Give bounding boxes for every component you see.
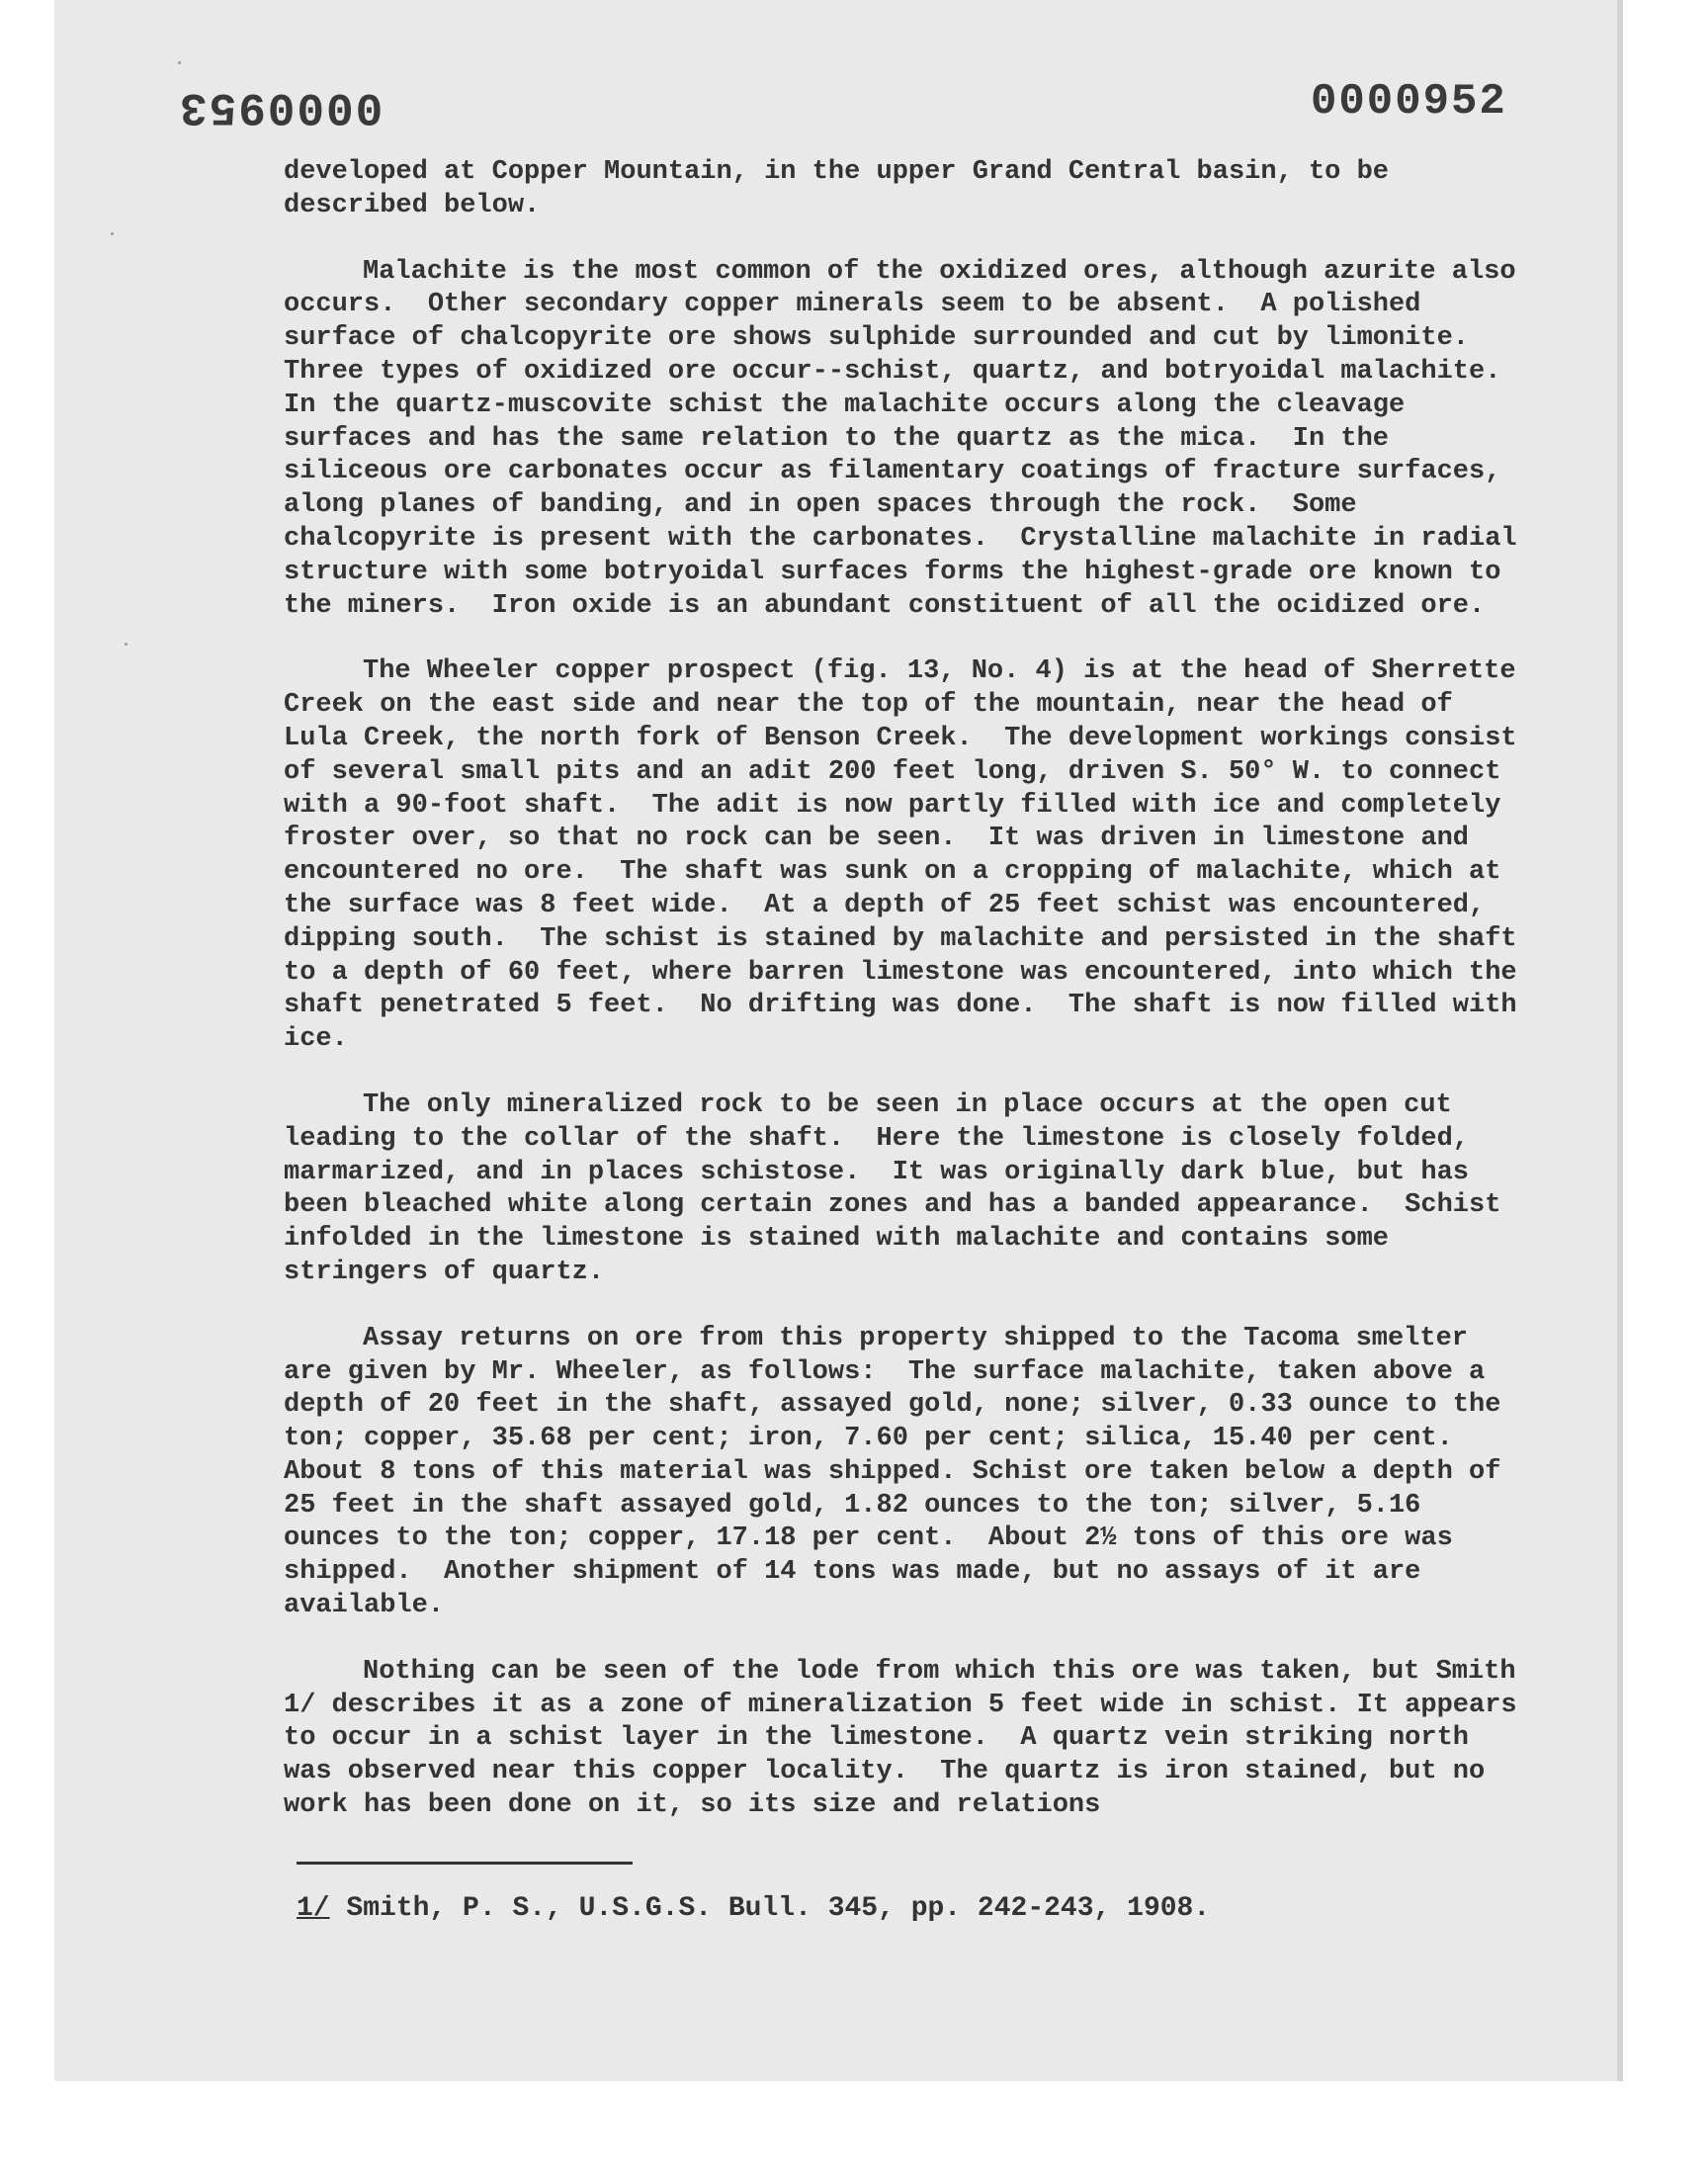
paper-speck <box>111 232 114 235</box>
paper-speck <box>125 643 128 646</box>
paragraph-continuation: developed at Copper Mountain, in the upper Grand Central basin, to be described below. <box>284 157 1406 220</box>
page-edge-shadow <box>1617 0 1623 2081</box>
paragraph-assay-returns: Assay returns on ore from this property shipped to the Tacoma smelter are given by Mr. Wheeler, as follows: The surface malachite, taken above a depth of 20 feet in the shaft, assayed gold, none; silver, 0.33 ounce to the ton; copper, 35.68 per cent; iron, 7.60 per cent; silica, 15.40 per cent. About 8 tons of this material was shipped. Schist ore taken below a depth of 25 feet in the shaft assayed gold, 1.82 ounces to the ton; silver, 5.16 ounces to the ton; copper, 17.18 per cent. About 2½ tons of this ore was shipped. Another shipment of 14 tons was made, but no assays of it are available. <box>284 1323 1517 1621</box>
page-number-mirrored: 0000953 <box>178 81 384 132</box>
footnote-mark: 1/ <box>297 1893 330 1924</box>
paragraph-lode: Nothing can be seen of the lode from which this ore was taken, but Smith 1/ describes it as a zone of mineralization 5 feet wide in schist. It appears to occur in a schist layer in the limestone. A quartz vein striking north was observed near this copper locality. The quartz is iron stained, but no work has been done on it, so its size and relations <box>284 1656 1533 1821</box>
paper-speck <box>178 61 181 64</box>
footnote-divider <box>297 1862 633 1865</box>
paragraph-oxidized-ores: Malachite is the most common of the oxidized ores, although azurite also occurs. Other secondary copper minerals seem to be absent. A polished surface of chalcopyrite ore shows sulphide surrounded and cut by limonite. Three types of oxidized ore occur--schist, quartz, and botryoidal malachite. In the quartz-muscovite schist the malachite occurs along the cleavage surfaces and has the same relation to the quartz as the mica. In the siliceous ore carbonates occur as filamentary coatings of fracture surfaces, along planes of banding, and in open spaces through the rock. Some chalcopyrite is present with the carbonates. Crystalline malachite in radial structure with some botryoidal surfaces forms the highest-grade ore known to the miners. Iron oxide is an abundant constituent of all the ocidized ore. <box>284 256 1533 621</box>
paragraph-wheeler-prospect: The Wheeler copper prospect (fig. 13, No. 4) is at the head of Sherrette Creek on the east side and near the top of the mountain, near the head of Lula Creek, the north fork of Benson Creek. The development workings consist of several small pits and an adit 200 feet long, driven S. 50° W. to connect with a 90-foot shaft. The adit is now partly filled with ice and completely froster over, so that no rock can be seen. It was driven in limestone and encountered no ore. The shaft was sunk on a cropping of malachite, which at the surface was 8 feet wide. At a depth of 25 feet schist was encountered, dipping south. The schist is stained by malachite and persisted in the shaft to a depth of 60 feet, where barren limestone was encountered, into which the shaft penetrated 5 feet. No drifting was done. The shaft is now filled with ice. <box>284 656 1533 1055</box>
document-body <box>284 156 1533 1856</box>
footnote <box>297 1893 1483 1924</box>
page-number: 0000952 <box>1311 77 1507 127</box>
paragraph-mineralized-rock: The only mineralized rock to be seen in place occurs at the open cut leading to the collar of the shaft. Here the limestone is closely folded, marmarized, and in places schistose. It was originally dark blue, but has been bleached white along certain zones and has a banded appearance. Schist infolded in the limestone is stained with malachite and contains some stringers of quartz. <box>284 1089 1517 1287</box>
footnote-text: Smith, P. S., U.S.G.S. Bull. 345, pp. 242-243, 1908. <box>329 1893 1211 1924</box>
